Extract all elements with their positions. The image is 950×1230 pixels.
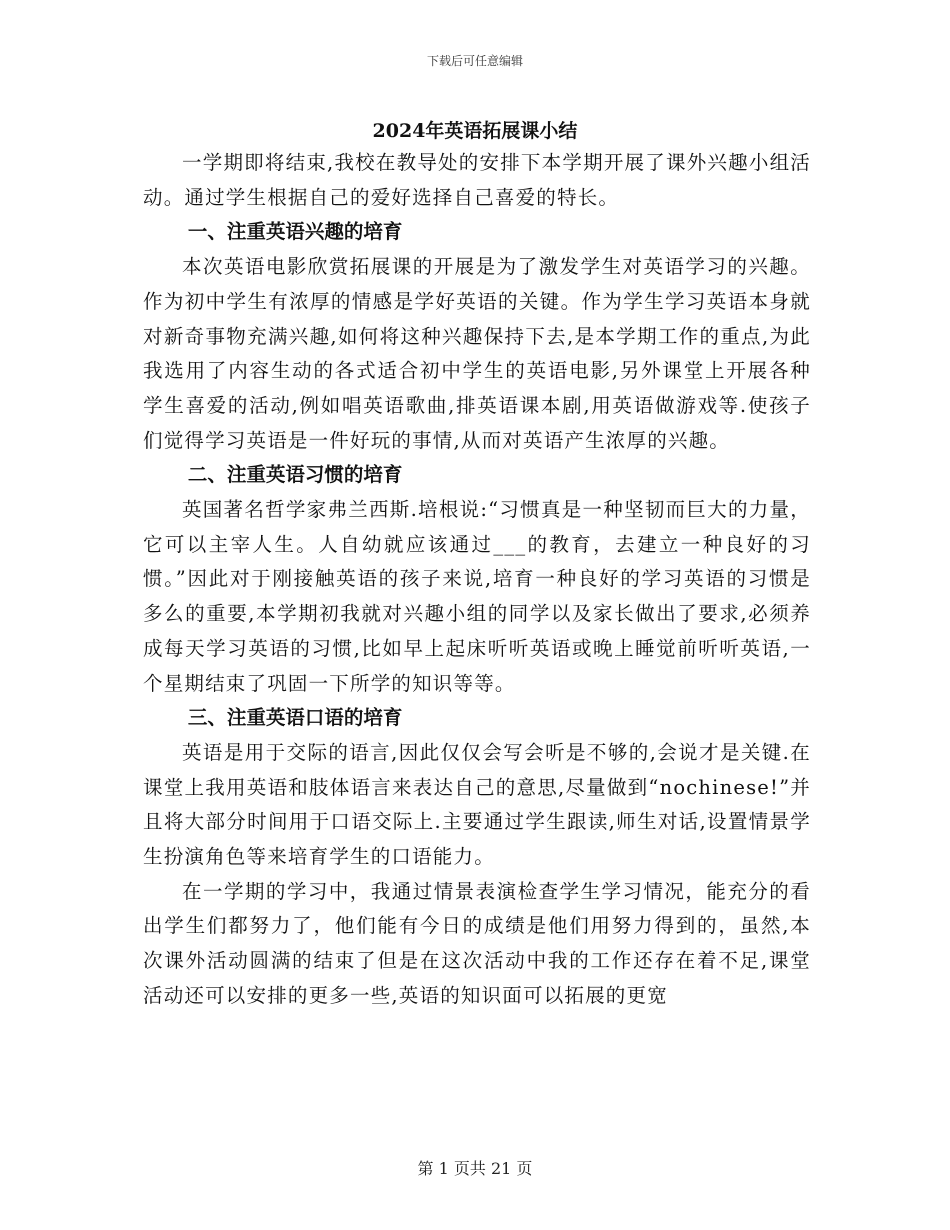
section-heading-interest: 一、注重英语兴趣的培育	[187, 220, 403, 244]
section-heading-speaking: 三、注重英语口语的培育	[187, 706, 403, 730]
page-number: 第 1 页共 21 页	[417, 1159, 533, 1178]
document-body	[143, 146, 811, 1014]
header-note: 下载后可任意编辑	[426, 54, 523, 68]
paragraph-speaking: 英语是用于交际的语言,因此仅仅会写会听是不够的,会说才是关键.在课堂上我用英语和肢体语言来表达自己的意思,尽量做到“nochinese!”并且将大部分时间用于口语交际上.主要通过学生跟读,师生对话,设置情景学生扮演角色等来培育学生的口语能力。	[143, 740, 811, 869]
document-title: 2024年英语拓展课小结	[372, 120, 578, 142]
paragraph-interest: 本次英语电影欣赏拓展课的开展是为了激发学生对英语学习的兴趣。作为初中学生有浓厚的情感是学好英语的关键。作为学生学习英语本身就对新奇事物充满兴趣,如何将这种兴趣保持下去,是本学期工作的重点,为此我选用了内容生动的各式适合初中学生的英语电影,另外课堂上开展各种学生喜爱的活动,例如唱英语歌曲,排英语课本剧,用英语做游戏等.使孩子们觉得学习英语是一件好玩的事情,从而对英语产生浓厚的兴趣。	[143, 255, 811, 452]
paragraph-summary: 在一学期的学习中，我通过情景表演检查学生学习情况，能充分的看出学生们都努力了，他们能有今日的成绩是他们用努力得到的，虽然,本次课外活动圆满的结束了但是在这次活动中我的工作还存在着不足,课堂活动还可以安排的更多一些,英语的知识面可以拓展的更宽	[143, 879, 811, 1007]
paragraph-habit: 英国著名哲学家弗兰西斯.培根说:“习惯真是一种坚韧而巨大的力量，它可以主宰人生。人自幼就应该通过___的教育，去建立一种良好的习惯。”因此对于刚接触英语的孩子来说,培育一种良好的学习英语的习惯是多么的重要,本学期初我就对兴趣小组的同学以及家长做出了要求,必须养成每天学习英语的习惯,比如早上起床听听英语或晚上睡觉前听听英语,一个星期结束了巩固一下所学的知识等等。	[143, 498, 811, 695]
section-heading-habit: 二、注重英语习惯的培育	[187, 463, 403, 487]
intro-paragraph: 一学期即将结束,我校在教导处的安排下本学期开展了课外兴趣小组活动。通过学生根据自己的爱好选择自己喜爱的特长。	[143, 151, 811, 209]
